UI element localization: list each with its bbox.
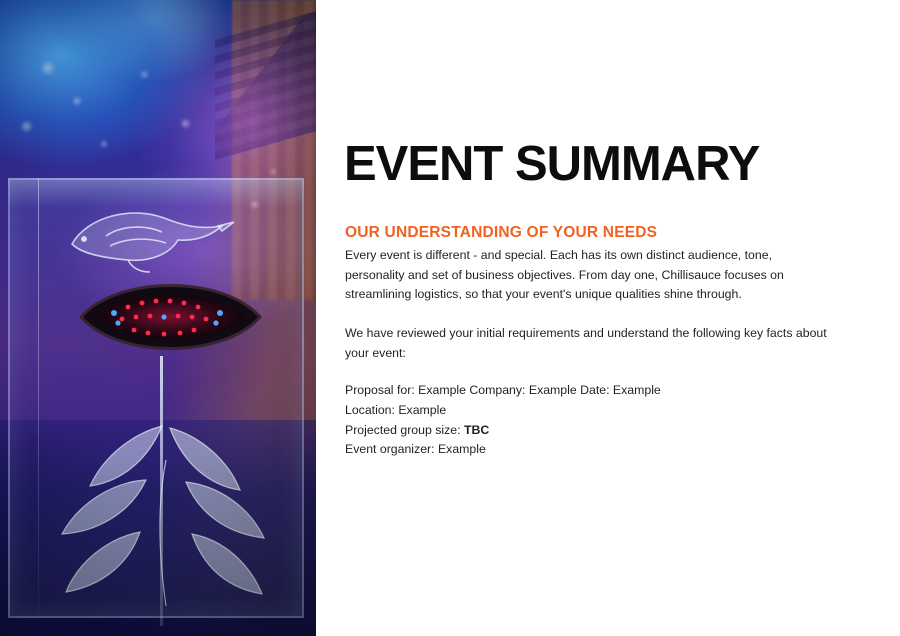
fact-label: Proposal for: (345, 383, 415, 397)
fact-value: TBC (463, 422, 490, 437)
fact-value: Example (437, 442, 486, 457)
fact-row (345, 381, 830, 401)
photo-vignette-layer (0, 0, 316, 636)
fact-value: Example Company: Example Date: Example (418, 383, 661, 397)
body-text (345, 246, 830, 383)
event-photo (0, 0, 316, 636)
fact-row (345, 401, 830, 421)
fact-value: Example (398, 402, 447, 417)
slide-content (316, 0, 900, 636)
paragraph-2: We have reviewed your initial requirements and understand the following key facts about your event: (345, 326, 827, 360)
fact-row (345, 421, 830, 441)
fact-label: Location: (345, 402, 395, 417)
section-subtitle: OUR UNDERSTANDING OF YOUR NEEDS (345, 224, 658, 241)
fact-row (345, 440, 830, 460)
paragraph-1: Every event is different - and special. Each has its own distinct audience, tone, personality and set of business objectives. From day one, Chillisauce focuses on streamlining logistics, so that your event's unique qualities shine through. (345, 248, 784, 302)
event-facts-list (345, 381, 830, 460)
fact-label: Event organizer: (345, 442, 435, 457)
page-title: EVENT SUMMARY (344, 137, 760, 191)
fact-label: Projected group size: (345, 422, 461, 437)
